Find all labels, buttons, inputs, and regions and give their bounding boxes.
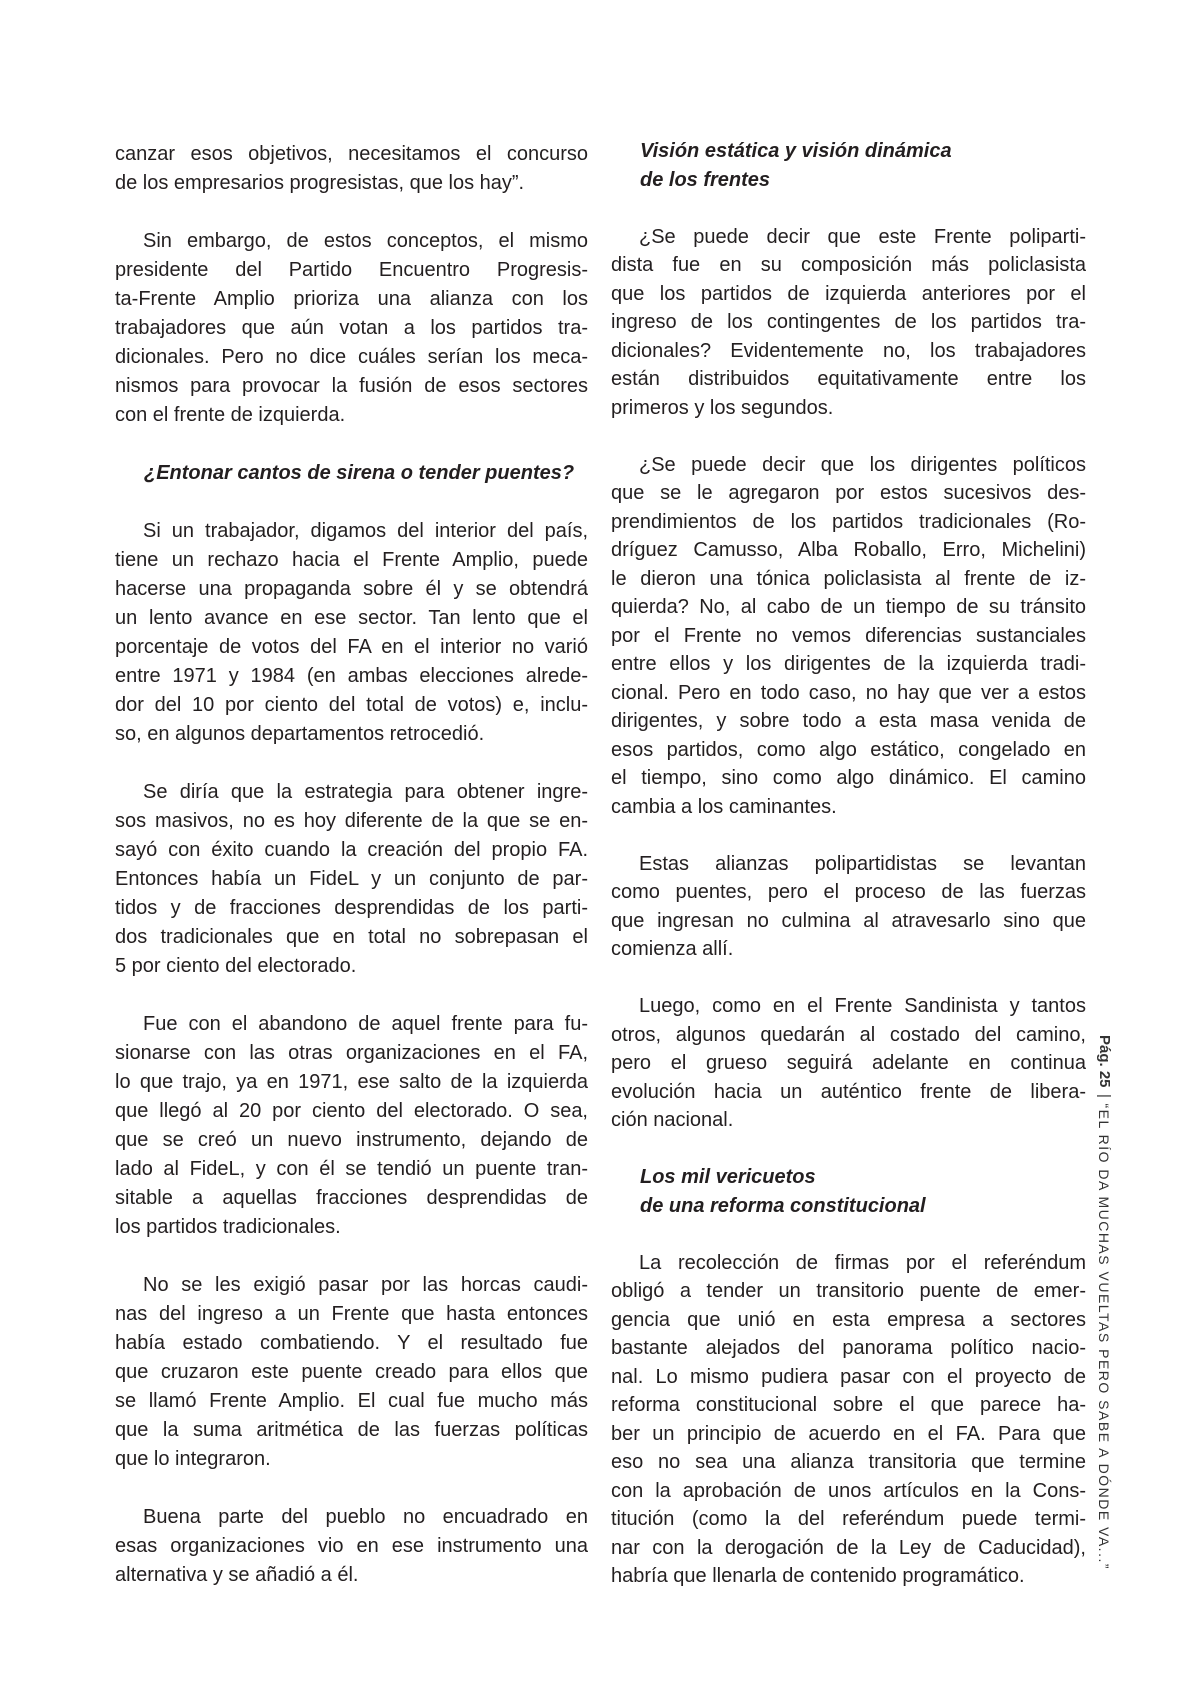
text-line: dríguez Camusso, Alba Roballo, Erro, Michelini)	[611, 539, 1086, 561]
text-line: Buena parte del pueblo no encuadrado en	[143, 1506, 588, 1528]
text-line: Fue con el abandono de aquel frente para fu-	[143, 1013, 588, 1035]
text-line: que cruzaron este puente creado para ellos que	[115, 1361, 588, 1383]
text-line: que se le agregaron por estos sucesivos des-	[611, 482, 1086, 504]
text-line: nas del ingreso a un Frente que hasta entonces	[115, 1303, 588, 1325]
text-line: hacerse una propaganda sobre él y se obtendrá	[115, 578, 588, 600]
text-line: entre ellos y los dirigentes de la izquierda tradi-	[611, 653, 1086, 675]
text-line: que ingresan no culmina al atravesarlo sino que	[611, 909, 1086, 932]
section-heading	[611, 1163, 1086, 1220]
heading-line: Visión estática y visión dinámica	[640, 140, 952, 162]
text-line: dor del 10 por ciento del total de votos) e, inclu-	[115, 694, 588, 716]
paragraph	[115, 778, 588, 981]
text-line: gencia que unió en esta empresa a sectores	[611, 1308, 1086, 1331]
text-line: dista fue en su composición más policlasista	[611, 254, 1086, 276]
text-line: Estas alianzas polipartidistas se levantan	[639, 852, 1086, 875]
paragraph	[611, 850, 1086, 964]
text-line: bastante alejados del panorama político nacio-	[611, 1337, 1086, 1359]
book-title: “EL RÍO DA MUCHAS VUELTAS PERO SABE A DÓNDE VA...”	[1096, 1103, 1112, 1571]
text-line: porcentaje de votos del FA en el interior no varió	[115, 636, 588, 658]
text-line: que llegó al 20 por ciento del electorado. O sea,	[115, 1100, 588, 1122]
heading-line: Los mil vericuetos	[640, 1166, 816, 1188]
text-line: eso no sea una alianza transitoria que termine	[611, 1451, 1086, 1473]
section-heading	[115, 459, 588, 488]
text-line: dicionales? Evidentemente no, los trabajadores	[611, 339, 1086, 362]
text-line: No se les exigió pasar por las horcas caudi-	[143, 1274, 588, 1296]
text-line: por el Frente no vemos diferencias sustanciales	[611, 624, 1086, 647]
text-line: un lento avance en ese sector. Tan lento que el	[115, 607, 588, 629]
paragraph	[115, 517, 588, 749]
text-line: habría que llenarla de contenido programático.	[611, 1565, 1025, 1587]
text-line: dirigentes, y sobre todo a esta masa venida de	[611, 710, 1086, 732]
text-line: sitable a aquellas fracciones desprendidas de	[115, 1187, 588, 1209]
text-line: el tiempo, sino como algo dinámico. El camino	[611, 767, 1086, 789]
text-line: trabajadores que aún votan a los partidos tra-	[115, 317, 588, 339]
text-line: sayó con éxito cuando la creación del propio FA.	[115, 839, 588, 861]
text-line: dicionales. Pero no dice cuáles serían los meca-	[115, 346, 588, 368]
text-line: que los partidos de izquierda anteriores por el	[611, 282, 1086, 305]
paragraph	[115, 1271, 588, 1474]
paragraph	[611, 223, 1086, 423]
text-line: comienza allí.	[611, 938, 734, 960]
text-line: cambia a los caminantes.	[611, 795, 837, 818]
text-line: esas organizaciones vio en ese instrumento una	[115, 1535, 588, 1557]
text-line: nismos para provocar la fusión de esos sectores	[115, 375, 588, 397]
text-line: que se creó un nuevo instrumento, dejando de	[115, 1129, 588, 1151]
heading-line: de una reforma constitucional	[640, 1194, 926, 1217]
running-header	[1094, 1035, 1114, 1570]
text-line: ¿Se puede decir que los dirigentes políticos	[639, 453, 1086, 476]
text-line: con la aprobación de unos artículos en la Cons-	[611, 1479, 1086, 1502]
text-line: como puentes, pero el proceso de las fuerzas	[611, 881, 1086, 903]
text-line: ¿Se puede decir que este Frente poliparti-	[639, 225, 1086, 248]
text-line: de los empresarios progresistas, que los hay”.	[115, 172, 525, 194]
text-line: otros, algunos quedarán al costado del camino,	[611, 1023, 1086, 1046]
text-line: ción nacional.	[611, 1109, 734, 1131]
text-line: nal. Lo mismo pudiera pasar con el proyecto de	[611, 1365, 1086, 1388]
text-line: prendimientos de los partidos tradicionales (Ro-	[611, 510, 1086, 533]
paragraph	[611, 1249, 1086, 1591]
text-line: dos tradicionales que en total no sobrepasan el	[115, 926, 588, 948]
text-line: sos masivos, no es hoy diferente de la que se en-	[115, 810, 588, 832]
header-separator: |	[1096, 1093, 1113, 1098]
text-line: le dieron una tónica policlasista al frente de iz-	[611, 567, 1086, 590]
text-line: ta-Frente Amplio prioriza una alianza con los	[115, 288, 588, 310]
paragraph	[611, 992, 1086, 1135]
paragraph	[115, 1503, 588, 1590]
text-line: obligó a tender un transitorio puente de emer-	[611, 1280, 1086, 1302]
text-line: tiene un rechazo hacia el Frente Amplio, puede	[115, 549, 588, 571]
paragraph	[115, 140, 588, 198]
heading-line: de los frentes	[640, 168, 771, 191]
text-line: cional. Pero en todo caso, no hay que ver a estos	[611, 681, 1086, 704]
text-line: entre 1971 y 1984 (en ambas elecciones alrede-	[115, 665, 588, 687]
paragraph	[611, 451, 1086, 822]
heading-line: ¿Entonar cantos de sirena o tender puentes?	[144, 462, 575, 484]
text-line: 5 por ciento del electorado.	[115, 955, 357, 977]
text-line: había estado combatiendo. Y el resultado fue	[115, 1332, 588, 1354]
text-line: Si un trabajador, digamos del interior del país,	[143, 520, 588, 542]
right-column	[611, 137, 1086, 1591]
text-line: Luego, como en el Frente Sandinista y tantos	[639, 995, 1086, 1017]
text-line: Entonces había un FideL y un conjunto de par-	[115, 868, 588, 890]
text-line: sionarse con las otras organizaciones en el FA,	[115, 1042, 588, 1064]
text-line: ingreso de los contingentes de los partidos tra-	[611, 311, 1086, 333]
text-line: pero el grueso seguirá adelante en continua	[611, 1052, 1086, 1074]
text-line: primeros y los segundos.	[611, 396, 834, 419]
paragraph	[115, 1010, 588, 1242]
text-line: que lo integraron.	[115, 1448, 271, 1470]
text-line: están distribuidos equitativamente entre los	[611, 368, 1086, 390]
page-number: Pág. 25	[1096, 1035, 1113, 1088]
text-line: titución (como la del referéndum puede termi-	[611, 1508, 1086, 1530]
text-line: nar con la derogación de la Ley de Caducidad),	[611, 1536, 1086, 1559]
text-line: alternativa y se añadió a él.	[115, 1564, 359, 1586]
text-line: reforma constitucional sobre el que parece ha-	[611, 1394, 1086, 1416]
text-line: evolución hacia un auténtico frente de libera-	[611, 1080, 1086, 1103]
text-line: con el frente de izquierda.	[115, 404, 346, 426]
text-line: tidos y de fracciones desprendidas de los parti-	[115, 897, 588, 919]
text-line: quierda? No, al cabo de un tiempo de su tránsito	[611, 596, 1086, 618]
text-line: canzar esos objetivos, necesitamos el concurso	[115, 143, 588, 165]
text-line: La recolección de firmas por el referéndum	[639, 1251, 1086, 1274]
text-line: Se diría que la estrategia para obtener ingre-	[143, 781, 588, 803]
text-line: se llamó Frente Amplio. El cual fue mucho más	[115, 1390, 588, 1412]
section-heading	[611, 137, 1086, 194]
text-line: presidente del Partido Encuentro Progresis-	[115, 259, 588, 281]
text-line: esos partidos, como algo estático, congelado en	[611, 738, 1086, 761]
paragraph	[115, 227, 588, 430]
text-line: lo que trajo, ya en 1971, ese salto de la izquierda	[115, 1071, 588, 1093]
left-column	[115, 140, 588, 1590]
text-line: que la suma aritmética de las fuerzas políticas	[115, 1419, 588, 1441]
text-line: so, en algunos departamentos retrocedió.	[115, 723, 485, 745]
text-line: ber un principio de acuerdo en el FA. Para que	[611, 1422, 1086, 1445]
text-line: lado al FideL, y con él se tendió un puente tran-	[115, 1158, 588, 1180]
text-line: Sin embargo, de estos conceptos, el mismo	[143, 230, 588, 252]
text-line: los partidos tradicionales.	[115, 1216, 341, 1238]
